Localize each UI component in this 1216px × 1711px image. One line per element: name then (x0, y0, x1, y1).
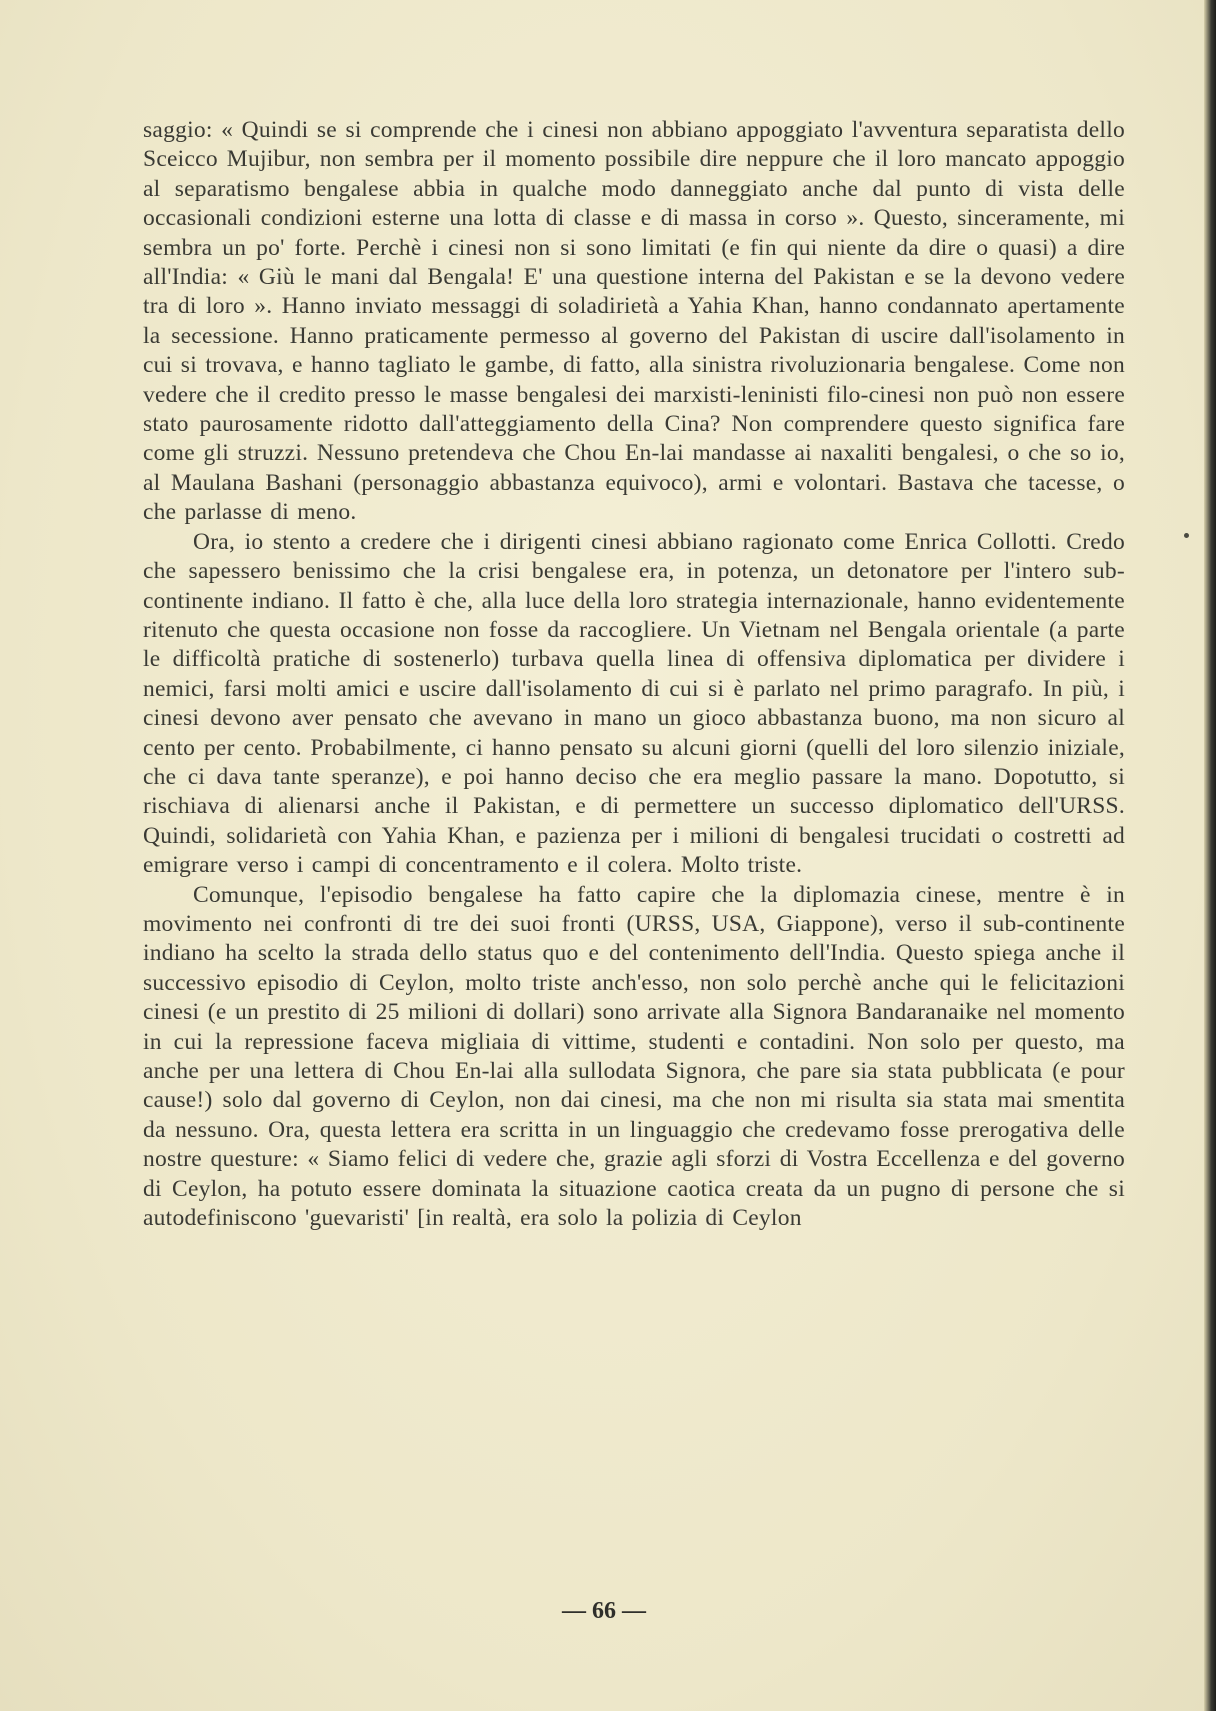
page-edge-shadow (1204, 0, 1216, 1711)
paragraph-3: Comunque, l'episodio bengalese ha fatto capire che la diplomazia cinese, mentre è in movimento nei confronti di tre dei suoi fronti (URSS, USA, Giappone), verso il sub-continente indiano ha scelto la strada dello status quo e del contenimento dell'India. Questo spiega anche il successivo episodio di Ceylon, molto triste anch'esso, non solo perchè anche qui le felicitazioni cinesi (e un prestito di 25 milioni di dollari) sono arrivate alla Signora Bandaranaike nel momento in cui la repressione faceva migliaia di vittime, studenti e contadini. Non solo per questo, ma anche per una lettera di Chou En-lai alla sullodata Signora, che pare sia stata pubblicata (e pour cause!) solo dal governo di Ceylon, non dai cinesi, ma che non mi risulta sia stata mai smentita da nessuno. Ora, questa lettera era scritta in un linguaggio che credevamo fosse prerogativa delle nostre questure: « Siamo felici di vedere che, grazie agli sforzi di Vostra Eccellenza e del governo di Ceylon, ha potuto essere dominata la situazione caotica creata da un pugno di persone che si autodefiniscono 'guevaristi' [in realtà, era solo la polizia di Ceylon (143, 881, 1125, 1232)
page-number: — 66 — (562, 1598, 646, 1624)
margin-dot (1184, 533, 1189, 538)
paragraph-2: Ora, io stento a credere che i dirigenti cinesi abbiano ragionato come Enrica Collotti. Credo che sapessero benissimo che la crisi bengalese era, in potenza, un detonatore per l'intero sub-continente indiano. Il fatto è che, alla luce della loro strategia internazionale, hanno evidentemente ritenuto che questa occasione non fosse da raccogliere. Un Vietnam nel Bengala orientale (a parte le difficoltà pratiche di sostenerlo) turbava quella linea di offensiva diplomatica per dividere i nemici, farsi molti amici e uscire dall'isolamento di cui si è parlato nel primo paragrafo. In più, i cinesi devono aver pensato che avevano in mano un gioco abbastanza buono, ma non sicuro al cento per cento. Probabilmente, ci hanno pensato su alcuni giorni (quelli del loro silenzio iniziale, che ci dava tante speranze), e poi hanno deciso che era meglio passare la mano. Dopotutto, si rischiava di alienarsi anche il Pakistan, e di permettere un successo diplomatico dell'URSS. Quindi, solidarietà con Yahia Khan, e pazienza per i milioni di bengalesi trucidati o costretti ad emigrare verso i campi di concentramento e il colera. Molto triste. (143, 528, 1125, 879)
body-text (143, 116, 1125, 1233)
paragraph-1: saggio: « Quindi se si comprende che i cinesi non abbiano appoggiato l'avventura separatista dello Sceicco Mujibur, non sembra per il momento possibile dire neppure che il loro mancato appoggio al separatismo bengalese abbia in qualche modo danneggiato anche dal punto di vista delle occasionali condizioni esterne una lotta di classe e di massa in corso ». Questo, sinceramente, mi sembra un po' forte. Perchè i cinesi non si sono limitati (e fin qui niente da dire o quasi) a dire all'India: « Giù le mani dal Bengala! E' una questione interna del Pakistan e se la devono vedere tra di loro ». Hanno inviato messaggi di soladirietà a Yahia Khan, hanno condannato apertamente la secessione. Hanno praticamente permesso al governo del Pakistan di uscire dall'isolamento in cui si trovava, e hanno tagliato le gambe, di fatto, alla sinistra rivoluzionaria bengalese. Come non vedere che il credito presso le masse bengalesi dei marxisti-leninisti filo-cinesi non può non essere stato paurosamente ridotto dall'atteggiamento della Cina? Non comprendere questo significa fare come gli struzzi. Nessuno pretendeva che Chou En-lai mandasse ai naxaliti bengalesi, o che so io, al Maulana Bashani (personaggio abbastanza equivoco), armi e volontari. Bastava che tacesse, o che parlasse di meno. (143, 117, 1125, 526)
